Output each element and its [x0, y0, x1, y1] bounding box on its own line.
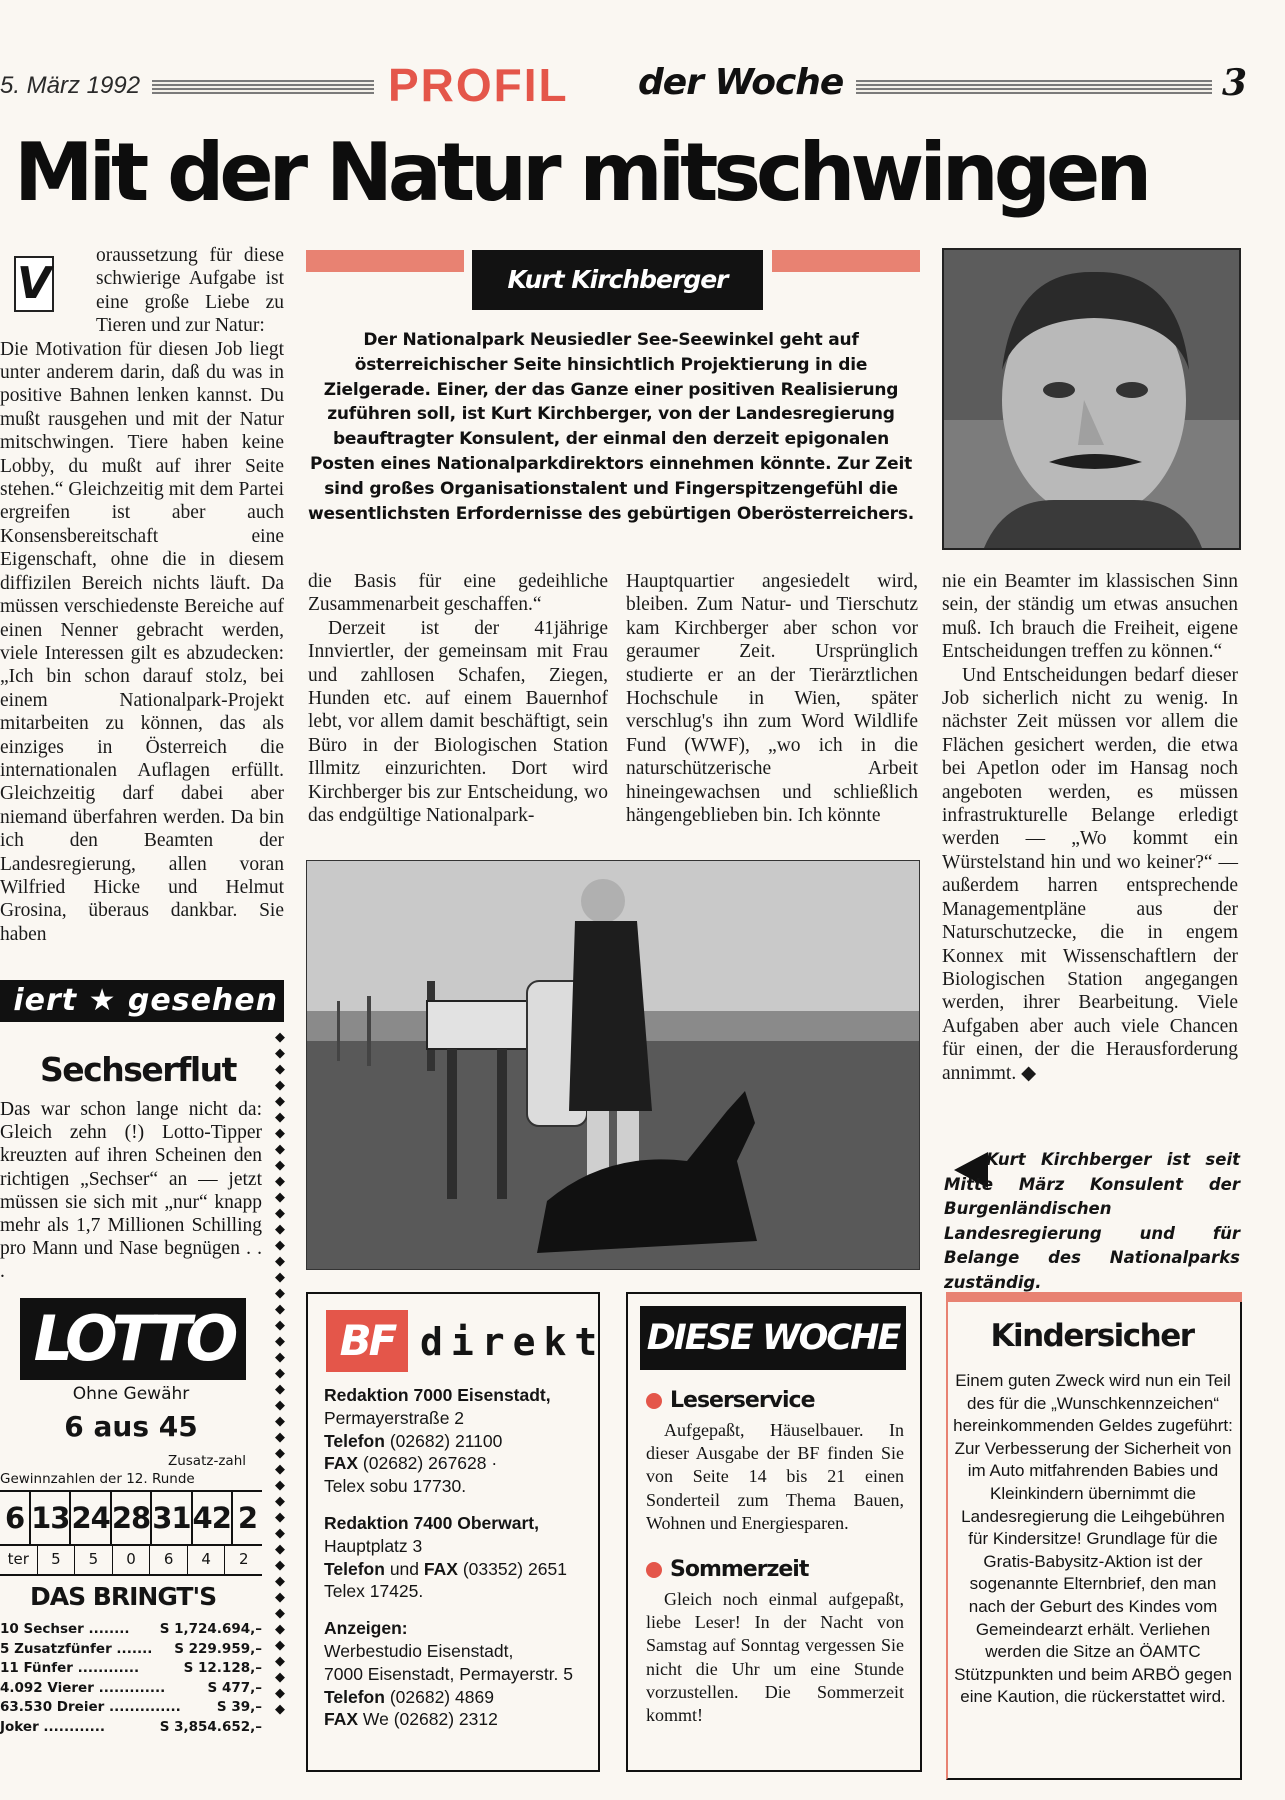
article-column-3: [626, 570, 918, 827]
payout-title: DAS BRINGT'S: [30, 1582, 217, 1611]
fax-label: FAX: [423, 1558, 458, 1579]
article-paragraph: [942, 664, 1238, 1085]
photo-caption: [944, 1148, 1240, 1296]
woche-item-title: [646, 1388, 904, 1413]
page-number: 3: [1222, 62, 1248, 104]
ads-fax: We (02682) 2312: [362, 1709, 498, 1730]
payout-row: [0, 1620, 262, 1640]
payout-label: Joker ............: [0, 1718, 105, 1735]
lotto-number: 28: [112, 1492, 152, 1544]
author-bar-left: [306, 250, 464, 272]
lotto-extra-digit: 5: [75, 1544, 113, 1574]
bf-direkt-title: direkt: [420, 1320, 606, 1364]
article-paragraph: Die Motivation für diesen Job liegt unter anderem darin, daß du was in positive Bahnen lenken kannst. Du mußt rausgehen und mit der Natur mitschwingen. Tiere haben keine Lobby, du mußt auf ihrer Seite stehen.“ Gleichzeitig mit dem Partei ergreifen ist aber auch Konsensbereitschaft eine Eigenschaft, ohne die in diesem diffizilen Bereich nichts läuft. Da müssen verschiedenste Bereiche auf einen Nenner gebracht werden, viele Interessen gilt es abzudecken: „Ich bin schon darauf stolz, bei einem Nationalpark-Projekt mitarbeiten zu können, das als einziges in Österreich die internationalen Auflagen erfüllt. Gleichzeitig darf dabei aber niemand überfahren werden. Da bin ich den Beamten der Landesregierung, allen voran Wilfried Hicke und Helmut Grosina, überaus dankbar. Sie haben: [0, 338, 284, 945]
payout-row: [0, 1640, 262, 1660]
section-title: PROFIL: [388, 59, 569, 111]
portrait-illustration: [944, 250, 1239, 548]
bf-direkt-contacts: [324, 1384, 590, 1731]
header-rule-left: [152, 80, 374, 94]
lotto-bonus-number: 2: [237, 1501, 258, 1535]
payout-row: [0, 1698, 262, 1718]
lotto-disclaimer: Ohne Gewähr: [72, 1384, 190, 1404]
payout-label: 5 Zusatzfünfer .......: [0, 1640, 153, 1657]
woche-item-title-text: Leserservice: [670, 1388, 815, 1413]
headline: Mit der Natur mitschwingen: [14, 126, 1148, 219]
lotto-number: 13: [31, 1492, 71, 1544]
field-illustration: [307, 861, 919, 1269]
portrait-photo: [942, 248, 1241, 550]
lotto-extra-digit: 4: [188, 1544, 226, 1574]
caption-text: Kurt Kirchberger ist seit Mitte März Konsulent der Burgenländischen Landesregierung und für Belange des Nationalparks zuständig.: [944, 1150, 1240, 1292]
lotto-extra-digit: 2: [238, 1550, 249, 1568]
phone-label: Telefon: [324, 1430, 385, 1451]
lotto-number: 6: [0, 1492, 31, 1544]
woche-item-text: Aufgepaßt, Häuselbauer. In dieser Ausgabe der BF finden Sie von Seite 14 bis 21 einen Sonderteil zum Thema Bauen, Wohnen und Energiesparen.: [646, 1420, 904, 1533]
payout-label: 4.092 Vierer .............: [0, 1679, 166, 1696]
article-intro: oraussetzung für diese schwierige Aufgabe ist eine große Liebe zu Tieren und zur Natur:: [96, 245, 284, 337]
issue-date: 5. März 1992: [0, 72, 141, 99]
ads-phone: (02682) 4869: [389, 1686, 494, 1707]
phone-label: Telefon: [324, 1558, 385, 1579]
end-mark: ◆: [1021, 1062, 1037, 1084]
bf-logo: BF: [326, 1310, 408, 1372]
kindersicher-top-bar: [946, 1292, 1242, 1302]
fax-label: FAX: [324, 1709, 359, 1730]
payout-value: S 229.959,–: [174, 1640, 262, 1657]
author-bar-right: [772, 250, 920, 272]
lotto-game: 6 aus 45: [64, 1410, 198, 1443]
diese-woche-title: DIESE WOCHE: [640, 1306, 906, 1370]
payout-value: S 1,724.694,–: [159, 1621, 262, 1637]
lotto-extra-digit: 6: [150, 1544, 188, 1574]
lotto-logo: LOTTO: [20, 1298, 246, 1380]
article-paragraph: Hauptquartier angesiedelt wird, bleiben. Zum Natur- und Tierschutz kam Kirchberger aber schon vor geraumer Zeit. Ursprünglich studierte er an der Tierärztlichen Hochschule in Wien, später verschlug's ihn zum Word Wildlife Fund (WWF), „wo ich in die naturschützerische Arbeit hineingewachsen und schließlich hängengeblieben bin. Ich könnte: [626, 571, 918, 827]
article-column-1: [0, 244, 284, 954]
article-column-2: [308, 570, 608, 827]
article-paragraph: nie ein Beamter im klassischen Sinn sein, der ständig um etwas ansuchen muß. Ich brauch die Freiheit, eigene Entscheidungen treffen zu können.“: [942, 571, 1238, 663]
lotto-extra-row: [0, 1544, 262, 1576]
sidebar-text: Das war schon lange nicht da: Gleich zehn (!) Lotto-Tipper kreuzten auf ihren Scheinen den richtigen „Sechser“ an — jetzt müssen sie sich mit „nur“ knapp mehr als 1,7 Millionen Schilling pro Mann und Nase begnügen . . .: [0, 1099, 262, 1283]
woche-item-title-text: Sommerzeit: [670, 1557, 809, 1583]
lotto-number: 42: [193, 1492, 233, 1544]
payout-row: [0, 1659, 262, 1679]
office-fax: (02682) 267628 ·: [362, 1453, 498, 1474]
phone-label: Telefon: [324, 1686, 385, 1707]
payout-label: 63.530 Dreier ..............: [0, 1699, 181, 1716]
bullet-icon: [646, 1393, 662, 1409]
column-banner: iert ★ gesehen: [0, 980, 284, 1022]
ads-address: 7000 Eisenstadt, Permayerstr. 5: [324, 1663, 574, 1684]
office-telex: Telex sobu 17730.: [324, 1476, 467, 1497]
ads-title: Anzeigen:: [324, 1618, 408, 1639]
payout-table: [0, 1620, 262, 1738]
lotto-extra-digit: 0: [113, 1544, 151, 1574]
office-address: Permayerstraße 2: [324, 1407, 465, 1428]
header-rule-right: [856, 80, 1212, 94]
lotto-number: 31: [152, 1492, 192, 1544]
payout-label: 10 Sechser ........: [0, 1621, 130, 1637]
office-title: Redaktion 7400 Oberwart,: [324, 1512, 539, 1533]
lotto-round-note: Gewinnzahlen der 12. Runde: [0, 1471, 195, 1487]
payout-row: [0, 1679, 262, 1699]
office-title: Redaktion 7000 Eisenstadt,: [324, 1385, 551, 1405]
kindersicher-text: Einem guten Zweck wird nun ein Teil des für die „Wunschkennzeichen“ hereinkommenden Geldes zugeführt: Zur Verbesserung der Sicherheit von im Auto mitfahrenden Babies und Kleinkindern übernimmt die Landesregierung die Leihgebühren für Kindersitze! Grundlage für die Gratis-Babysitz-Aktion ist der sogenannte Elternbrief, den man nach der Geburt des Kindes vom Gemeindearzt erhält. Verliehen werden die Sitze an ÖAMTC Stützpunkten und beim ARBÖ gegen eine Kaution, die rückerstattet wird.: [953, 1371, 1233, 1707]
sidebar-title: Sechserflut: [40, 1050, 236, 1089]
lotto-extra-digit: 5: [38, 1544, 76, 1574]
payout-row: [0, 1718, 262, 1738]
article-column-4: [942, 570, 1238, 1085]
payout-value: S 477,–: [207, 1679, 262, 1696]
office-address: Hauptplatz 3: [324, 1535, 423, 1556]
article-paragraph: Derzeit ist der 41jährige Innviertler, der gemeinsam mit Frau und zahllosen Schafen, Ziegen, Hunden etc. auf einem Bauernhof lebt, vor allem damit beschäftigt, sein Büro in der Biologischen Station Illmitz einzurichten. Dort wird Kirchberger bis zur Entscheidung, wo das endgültige Nationalpark-: [308, 617, 608, 827]
diese-woche-items: [646, 1388, 904, 1727]
payout-value: S 3,854.652,–: [159, 1718, 262, 1735]
office-telex: Telex 17425.: [324, 1581, 424, 1602]
author-name: Kurt Kirchberger: [472, 250, 763, 310]
field-photo: [306, 860, 920, 1270]
lotto-extra-note: Zusatz-zahl: [167, 1453, 246, 1469]
bullet-icon: [646, 1562, 662, 1578]
lotto-extra-label: ter: [0, 1544, 38, 1574]
ads-name: Werbestudio Eisenstadt,: [324, 1640, 514, 1661]
lotto-notes: [0, 1452, 262, 1488]
woche-item-title: [646, 1557, 904, 1582]
and-text: und: [389, 1558, 420, 1579]
article-paragraph-text: Und Entscheidungen bedarf dieser Job sicherlich nicht zu wenig. In nächster Zeit müssen vor allem die Flächen gesichert werden, die etwa bei Apetlon oder im Hansag noch angeboten werden, es müssen infrastrukturelle Belange erledigt werden — „Wo kommt ein Würstelstand hin und wo keiner?“ — außerdem harren entsprechende Managementpläne aus der Naturschutzecke, die in engem Konnex mit Wissenschaftlern der Biologischen Station angegangen werden, ihrer Bearbeitung. Viele Aufgaben aber auch viele Chancen für einen, der die Herausforderung annimmt.: [942, 664, 1238, 1084]
office-phone: (03352) 2651: [462, 1558, 567, 1579]
section-subtitle: der Woche: [638, 62, 844, 103]
office-phone: (02682) 21100: [389, 1430, 503, 1451]
payout-value: S 12.128,–: [183, 1660, 262, 1677]
lotto-numbers: [0, 1490, 262, 1546]
diamond-divider: ◆◆◆◆◆◆◆◆◆◆◆◆◆◆◆◆◆◆◆◆◆◆◆◆◆◆◆◆◆◆◆◆◆◆◆◆◆◆◆◆◆◆◆: [275, 1030, 285, 1717]
woche-item-text: Gleich noch einmal aufgepaßt, liebe Leser! In der Nacht von Samstag auf Sonntag vergessen Sie nicht die Uhr um eine Stunde vorzustellen. Die Sommerzeit kommt!: [646, 1589, 904, 1726]
fax-label: FAX: [324, 1453, 359, 1474]
drop-cap: V: [14, 256, 54, 312]
payout-label: 11 Fünfer ............: [0, 1660, 140, 1677]
kindersicher-title: Kindersicher: [990, 1318, 1194, 1354]
lotto-number: 24: [71, 1492, 111, 1544]
lead-paragraph: Der Nationalpark Neusiedler See-Seewinkel geht auf österreichischer Seite hinsichtlich Projektierung in die Zielgerade. Einer, der das Ganze einer positiven Realisierung zuführen soll, ist Kurt Kirchberger, von der Landesregierung beauftragter Konsulent, der einmal den derzeit epigonalen Posten eines Nationalparkdirektors einnehmen könnte. Zur Zeit sind großes Organisationstalent und Fingerspitzengefühl die wesentlichsten Erfordernisse des gebürtigen Oberösterreichers.: [307, 330, 915, 524]
article-paragraph: die Basis für eine gedeihliche Zusammenarbeit geschaffen.“: [308, 571, 608, 616]
payout-value: S 39,–: [216, 1699, 262, 1716]
